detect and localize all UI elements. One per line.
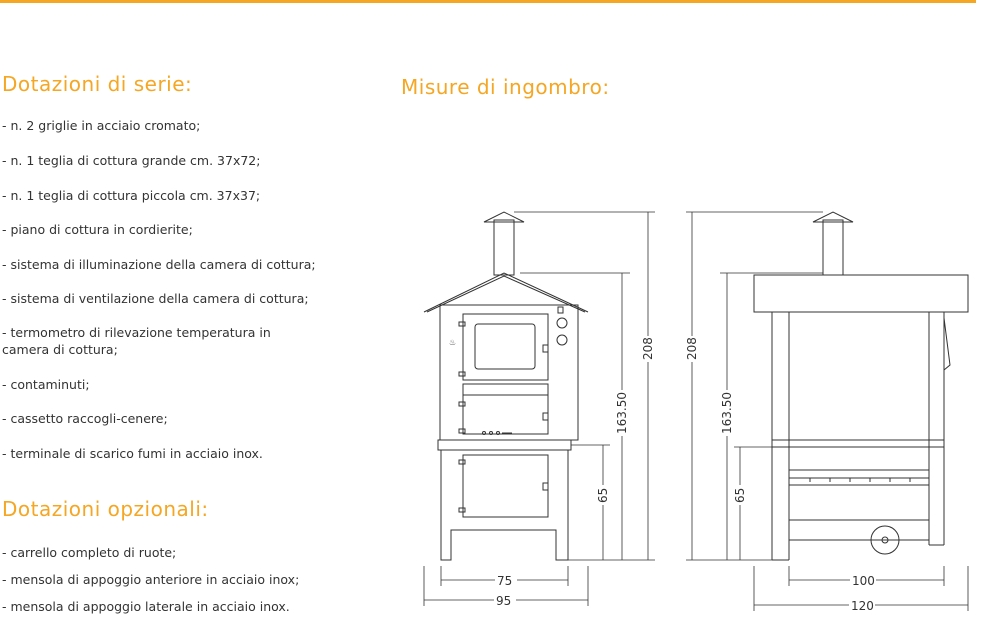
list-item: - termometro di rilevazione temperatura in camera di cottura; [2,325,271,357]
list-item: - cassetto raccogli-cenere; [2,411,168,426]
list-item: - contaminuti; [2,377,90,392]
list-item: - carrello completo di ruote; [2,545,177,560]
front-height-oven: 163.50 [615,392,629,434]
standard-equipment-title: Dotazioni di serie: [2,72,193,96]
side-height-total: 208 [685,337,699,360]
front-width-inner: 75 [497,574,513,588]
side-depth-total: 120 [851,599,874,613]
side-height-base: 65 [733,487,747,503]
list-item: - piano di cottura in cordierite; [2,222,193,237]
front-height-total: 208 [641,337,655,360]
list-item: - sistema di ventilazione della camera di cottura; [2,291,309,306]
oven-side-drawing [754,212,968,560]
front-height-base: 65 [596,487,610,503]
list-item: - terminale di scarico fumi in acciaio inox. [2,446,263,461]
list-item: - mensola di appoggio anteriore in acciaio inox; [2,572,300,587]
svg-text:♨: ♨ [449,338,457,347]
list-item: - sistema di illuminazione della camera di cottura; [2,257,316,272]
list-item: - n. 1 teglia di cottura piccola cm. 37x37; [2,188,261,203]
list-item: - n. 2 griglie in acciaio cromato; [2,118,201,133]
side-height-oven: 163.50 [720,392,734,434]
list-item: - n. 1 teglia di cottura grande cm. 37x72; [2,153,261,168]
optional-equipment-title: Dotazioni opzionali: [2,497,209,521]
side-depth-inner: 100 [852,574,875,588]
dimensions-title: Misure di ingombro: [401,75,610,99]
oven-front-drawing [424,212,588,560]
list-item: - mensola di appoggio laterale in acciaio inox. [2,599,290,614]
front-width-total: 95 [496,594,512,608]
